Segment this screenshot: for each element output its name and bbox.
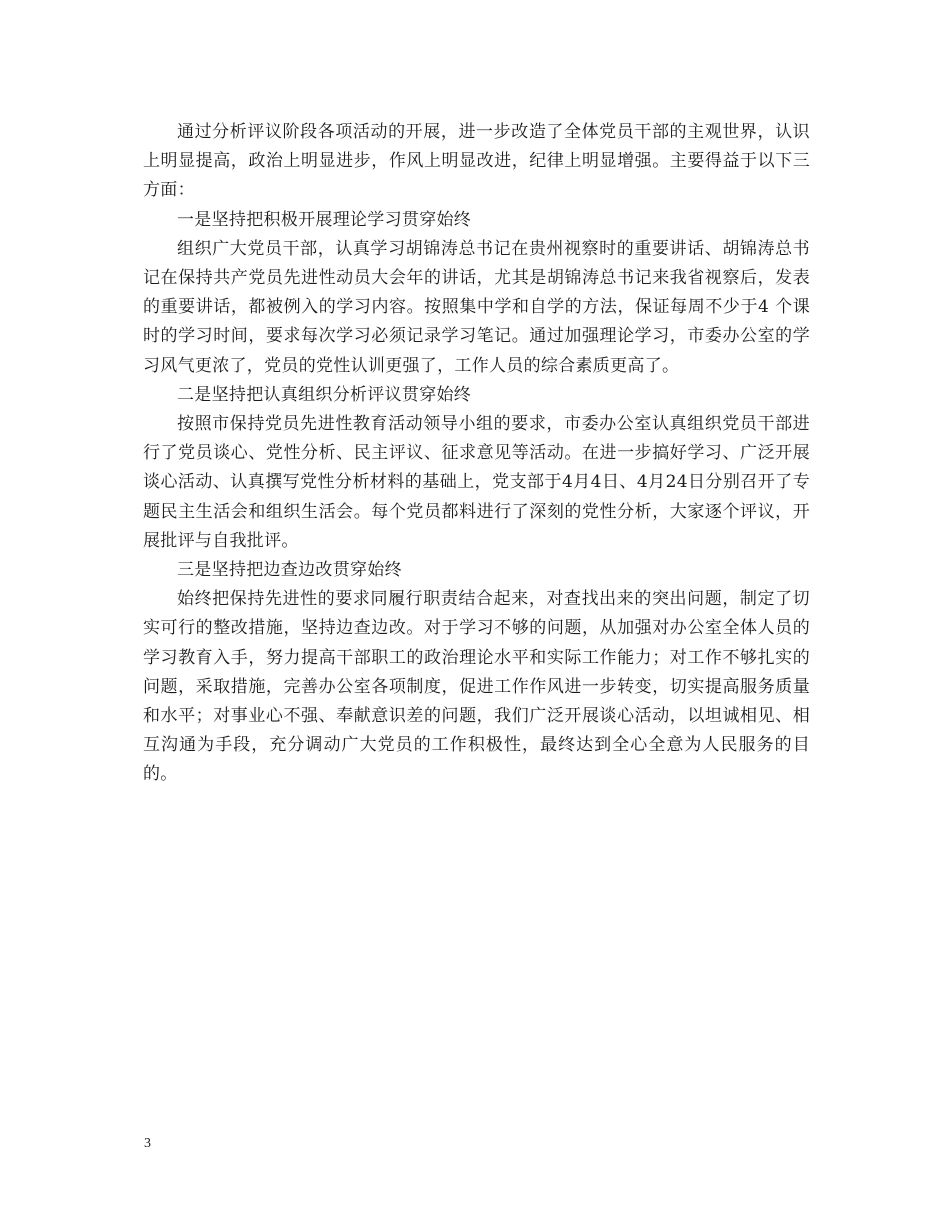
body-paragraph-intro: 通过分析评议阶段各项活动的开展，进一步改造了全体党员干部的主观世界，认识上明显提高，政治上明显进步，作风上明显改进，纪律上明显增强。主要得益于以下三方面：: [143, 122, 810, 201]
section-heading-3: 三是坚持把边查边改贯穿始终: [177, 560, 402, 581]
section-heading-1: 一是坚持把积极开展理论学习贯穿始终: [177, 209, 472, 230]
section-heading-2: 二是坚持把认真组织分析评议贯穿始终: [177, 384, 472, 405]
body-paragraph-1: 组织广大党员干部，认真学习胡锦涛总书记在贵州视察时的重要讲话、胡锦涛总书记在保持共产党员先进性动员大会年的讲话，尤其是胡锦涛总书记来我省视察后，发表的重要讲话，都被例入的学习内容。按照集中学和自学的方法，保证每周不少于4 个课时的学习时间，要求每次学习必须记录学习笔记。通过加强理论学习，市委办公室的学习风气更浓了，党员的党性认训更强了，工作人员的综合素质更高了。: [143, 238, 810, 376]
document-body: [143, 118, 810, 790]
body-paragraph-3: 始终把保持先进性的要求同履行职责结合起来，对查找出来的突出问题，制定了切实可行的整改措施，坚持边查边改。对于学习不够的问题，从加强对办公室全体人员的学习教育入手，努力提高干部职工的政治理论水平和实际工作能力；对工作不够扎实的问题，采取措施，完善办公室各项制度，促进工作作风进一步转变，切实提高服务质量和水平；对事业心不强、奉献意识差的问题，我们广泛开展谈心活动，以坦诚相见、相互沟通为手段，充分调动广大党员的工作积极性，最终达到全心全意为人民服务的目的。: [143, 589, 810, 785]
page-number: 3: [144, 1136, 151, 1151]
body-paragraph-2: 按照市保持党员先进性教育活动领导小组的要求，市委办公室认真组织党员干部进行了党员谈心、党性分析、民主评议、征求意见等活动。在进一步搞好学习、广泛开展谈心活动、认真撰写党性分析材料的基础上，党支部于4月4日、4月24日分别召开了专题民主生活会和组织生活会。每个党员都料进行了深刻的党性分析，大家逐个评议，开展批评与自我批评。: [143, 414, 810, 551]
